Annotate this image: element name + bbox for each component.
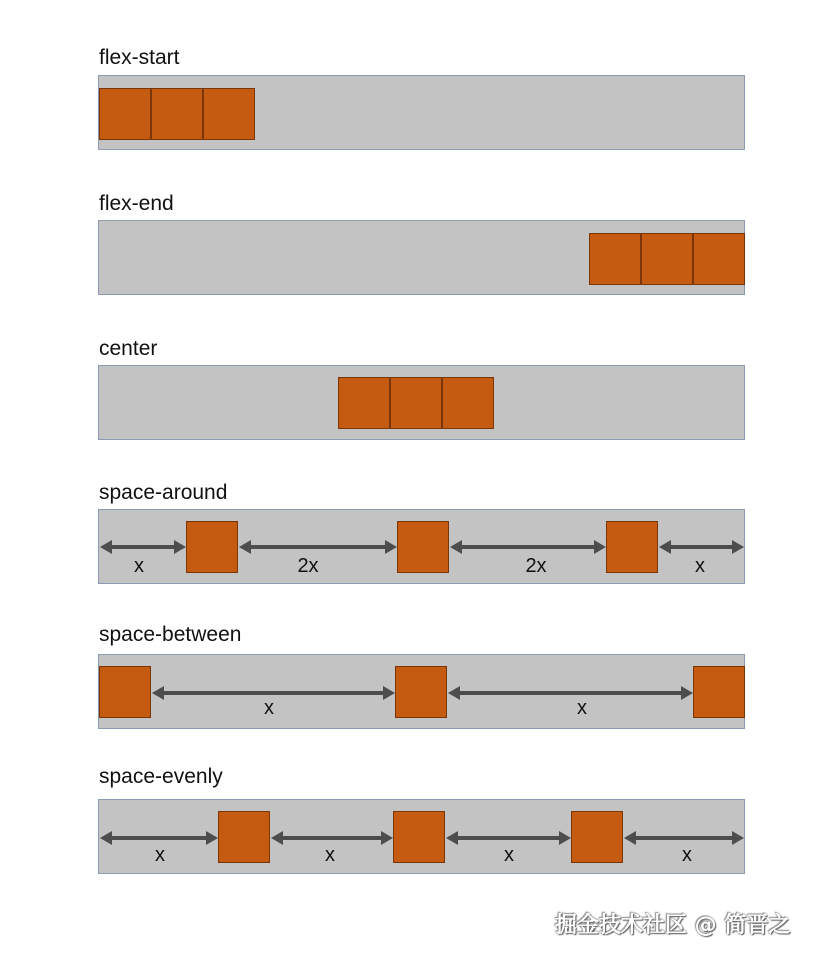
flex-item [571,811,623,863]
space-around-container [98,509,745,584]
space-evenly-label: space-evenly [99,765,223,788]
flex-item [151,88,203,140]
flex-start-container [98,75,745,150]
flex-item [442,377,494,429]
flex-item [218,811,270,863]
gap-label: x [134,555,144,577]
gap-label: x [577,697,587,719]
flex-item [186,521,238,573]
flex-item [390,377,442,429]
gap-arrow [248,545,388,549]
flex-end-label: flex-end [99,192,174,215]
flex-item [393,811,445,863]
gap-label: x [325,844,335,866]
flex-item [203,88,255,140]
gap-label: x [695,555,705,577]
center-label: center [99,337,158,360]
space-evenly-container [98,799,745,874]
gap-arrow [668,545,735,549]
gap-label: x [504,844,514,866]
gap-arrow [457,691,684,695]
flex-item [397,521,449,573]
space-between-container [98,654,745,729]
flex-end-container [98,220,745,295]
gap-label: x [155,844,165,866]
flex-item [99,88,151,140]
flex-item [693,233,745,285]
gap-label: x [264,697,274,719]
flex-item [589,233,641,285]
gap-label: 2x [297,555,319,577]
flex-item [641,233,693,285]
gap-arrow [633,836,735,840]
flex-item [693,666,745,718]
gap-arrow [161,691,386,695]
gap-arrow [455,836,562,840]
gap-arrow [280,836,384,840]
gap-arrow [109,836,209,840]
watermark: 掘金技术社区 @ 简晋之 [555,913,791,938]
flex-item [606,521,658,573]
gap-arrow [109,545,177,549]
space-around-label: space-around [99,481,228,504]
center-container [98,365,745,440]
gap-label: 2x [525,555,547,577]
space-between-label: space-between [99,623,242,646]
flex-item [338,377,390,429]
gap-arrow [459,545,597,549]
flex-start-label: flex-start [99,46,180,69]
flex-item [395,666,447,718]
flex-item [99,666,151,718]
gap-label: x [682,844,692,866]
